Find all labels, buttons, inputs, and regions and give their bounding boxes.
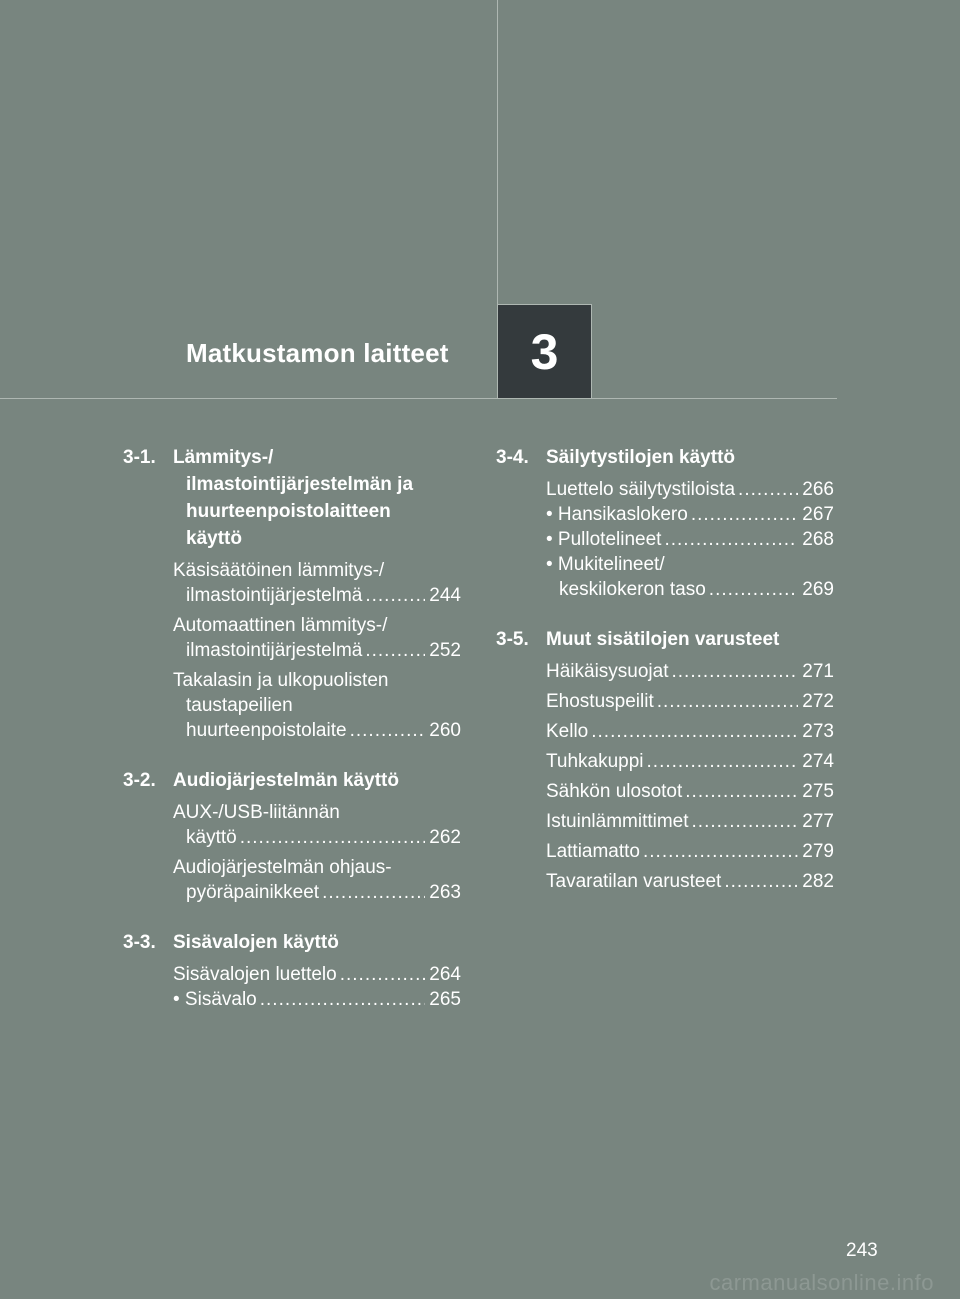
chapter-number-badge [498, 304, 592, 398]
toc-entry-text: ilmastointijärjestelmä [186, 585, 363, 606]
section-number: 3-2. [123, 770, 156, 791]
toc-section [496, 444, 834, 602]
toc-entry-text: taustapeilien [186, 695, 293, 716]
section-title-line: Muut sisätilojen varusteet [546, 629, 780, 650]
toc-entry-text: käyttö [186, 827, 237, 848]
section-title [546, 626, 834, 653]
toc-section [123, 929, 461, 1012]
section-title-line: Audiojärjestelmän käyttö [173, 770, 399, 791]
section-title [173, 767, 461, 794]
section-number: 3-4. [496, 447, 529, 468]
toc-entry-text: • Hansikaslokero [546, 504, 688, 525]
toc-entry-text: huurteenpoistolaite [186, 720, 347, 741]
toc-entry[interactable] [546, 689, 834, 714]
toc-entry-text: keskilokeron taso [559, 579, 706, 600]
toc-entry-page: 277 [802, 811, 834, 832]
toc-entry[interactable] [546, 477, 834, 502]
dot-leader [657, 689, 799, 714]
chapter-number: 3 [530, 323, 559, 380]
section-title-line: ilmastointijärjestelmän ja [186, 474, 414, 495]
toc-entry-text: Automaattinen lämmitys-/ [173, 615, 388, 636]
toc-entry-text: ilmastointijärjestelmä [186, 640, 363, 661]
toc-entries [496, 659, 834, 894]
toc-entry[interactable] [546, 839, 834, 864]
toc-entry[interactable] [546, 659, 834, 684]
toc-entry-text: Kello [546, 721, 589, 742]
toc-entry-text: Lattiamatto [546, 841, 640, 862]
toc-entry-text: Sisävalojen luettelo [173, 964, 337, 985]
section-number: 3-5. [496, 629, 529, 650]
toc-section [123, 444, 461, 743]
dot-leader [672, 659, 799, 684]
toc-entry[interactable] [173, 800, 461, 850]
section-heading[interactable] [123, 767, 461, 794]
dot-leader [322, 880, 425, 905]
section-heading[interactable] [123, 444, 461, 552]
toc-entry[interactable] [173, 987, 461, 1012]
watermark: carmanualsonline.info [709, 1270, 934, 1295]
toc-entry-page: 268 [802, 529, 834, 550]
toc-entry-page: 262 [429, 827, 461, 848]
toc-section [123, 767, 461, 905]
toc-entry-page: 263 [429, 882, 461, 903]
toc-entry[interactable] [173, 855, 461, 905]
dot-leader [692, 809, 799, 834]
page-number: 243 [846, 1240, 878, 1261]
dot-leader [340, 962, 426, 987]
toc-entry-text: Tavaratilan varusteet [546, 871, 722, 892]
toc-entry-page: 266 [802, 479, 834, 500]
section-title [173, 929, 461, 956]
toc-entry-text: Ehostuspeilit [546, 691, 654, 712]
toc-entry-page: 271 [802, 661, 834, 682]
toc-entry-page: 279 [802, 841, 834, 862]
toc-entries [123, 962, 461, 1012]
section-title-line: Lämmitys-/ [173, 447, 274, 468]
dot-leader [647, 749, 799, 774]
section-heading[interactable] [496, 626, 834, 653]
toc-entries [123, 558, 461, 743]
section-number: 3-1. [123, 447, 156, 468]
toc-entry-text: Häikäisysuojat [546, 661, 669, 682]
toc-entries [123, 800, 461, 905]
dot-leader [365, 583, 425, 608]
toc-entry[interactable] [546, 749, 834, 774]
toc-entry-text: Takalasin ja ulkopuolisten [173, 670, 389, 691]
toc-entry-page: 264 [429, 964, 461, 985]
toc-entry-page: 260 [429, 720, 461, 741]
horizontal-rule [0, 398, 837, 399]
toc-entry[interactable] [546, 552, 834, 602]
section-heading[interactable] [496, 444, 834, 471]
dot-leader [240, 825, 426, 850]
toc-entries [496, 477, 834, 602]
dot-leader [643, 839, 798, 864]
toc-entry-page: 252 [429, 640, 461, 661]
section-title-line: käyttö [186, 528, 242, 549]
toc-entry-text: Istuinlämmittimet [546, 811, 689, 832]
toc-entry-page: 244 [429, 585, 461, 606]
toc-entry[interactable] [546, 809, 834, 834]
toc-entry-text: • Sisävalo [173, 989, 257, 1010]
toc-entry[interactable] [173, 962, 461, 987]
dot-leader [365, 638, 425, 663]
toc-entry-page: 275 [802, 781, 834, 802]
dot-leader [738, 477, 798, 502]
toc-entry[interactable] [546, 502, 834, 527]
toc-entry[interactable] [173, 668, 461, 743]
section-title [173, 444, 461, 552]
section-title-line: Sisävalojen käyttö [173, 932, 339, 953]
toc-entry[interactable] [546, 869, 834, 894]
section-title [546, 444, 834, 471]
toc-entry[interactable] [546, 527, 834, 552]
toc-entry-text: Käsisäätöinen lämmitys-/ [173, 560, 385, 581]
toc-entry-text: AUX-/USB-liitännän [173, 802, 340, 823]
section-title-line: Säilytystilojen käyttö [546, 447, 736, 468]
dot-leader [685, 779, 798, 804]
toc-column-left [123, 444, 461, 1036]
toc-entry-text: • Mukitelineet/ [546, 554, 665, 575]
toc-entry-text: Sähkön ulosotot [546, 781, 683, 802]
toc-entry-page: 269 [802, 579, 834, 600]
toc-entry-page: 272 [802, 691, 834, 712]
toc-entry[interactable] [173, 558, 461, 608]
chapter-title: Matkustamon laitteet [186, 338, 449, 368]
dot-leader [350, 718, 426, 743]
dot-leader [260, 987, 426, 1012]
toc-entry-page: 282 [802, 871, 834, 892]
dot-leader [591, 719, 798, 744]
toc-entry-text: • Pullotelineet [546, 529, 662, 550]
section-title-line: huurteenpoistolaitteen [186, 501, 391, 522]
toc-entry[interactable] [173, 613, 461, 663]
toc-entry-text: Luettelo säilytystiloista [546, 479, 736, 500]
toc-column-right [496, 444, 834, 918]
section-heading[interactable] [123, 929, 461, 956]
toc-section [496, 626, 834, 894]
toc-entry-page: 267 [802, 504, 834, 525]
toc-entry-page: 274 [802, 751, 834, 772]
toc-entry[interactable] [546, 719, 834, 744]
section-number: 3-3. [123, 932, 156, 953]
toc-entry[interactable] [546, 779, 834, 804]
dot-leader [664, 527, 798, 552]
toc-entry-text: Tuhkakuppi [546, 751, 644, 772]
dot-leader [691, 502, 798, 527]
dot-leader [724, 869, 798, 894]
toc-entry-page: 265 [429, 989, 461, 1010]
toc-entry-text: pyöräpainikkeet [186, 882, 320, 903]
dot-leader [709, 577, 799, 602]
toc-entry-page: 273 [802, 721, 834, 742]
toc-entry-text: Audiojärjestelmän ohjaus- [173, 857, 392, 878]
